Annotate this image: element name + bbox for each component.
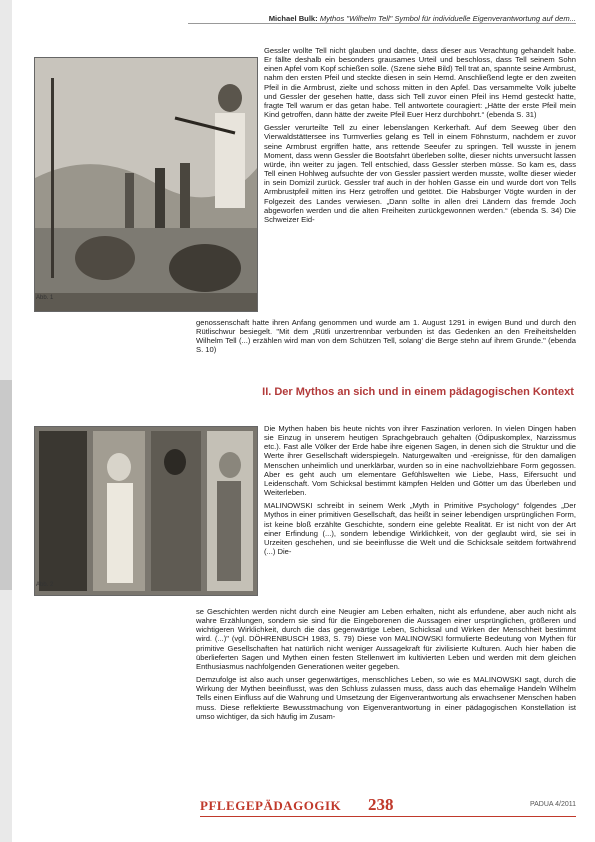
fig1-pole bbox=[51, 78, 54, 278]
lower-column-text bbox=[264, 424, 576, 556]
figure-1-illustration bbox=[34, 57, 258, 312]
header-author: Michael Bulk: bbox=[268, 14, 318, 23]
fig2-body bbox=[217, 481, 241, 581]
paragraph: MALINOWSKI schreibt in seinem Werk „Myth in Primitive Psychology“ folgendes „Der Mythos in einer primitiven Gesellschaft, das heißt in seiner lebendigen ursprünglichen Form, ist keine bloß erzählte Geschichte, sondern eine gelebte Realität. Er ist nicht von der Art einer Erfindung (...), sondern lebendige Wirklichkeit, von der geglaubt wird, sie sei in Urzeiten geschehen, und sie beeinflusse die Welt und die Schicksale seitdem fortwährend (...) Die- bbox=[264, 501, 576, 557]
upper-wide-text bbox=[196, 318, 576, 355]
paragraph: Gessler verurteilte Tell zu einer lebenslangen Kerkerhaft. Auf dem Seeweg über den Vierwaldstättersee ins Turmverlies gelang es Tell in einem Föhnsturm, nachdem er zuvor seine Armbrust ergriffen hatte, ans rettende Seeufer zu springen. Tell wusste in jenem Moment, dass wenn Gessler die Bootsfahrt überleben sollte, dieser nichts unversucht lassen würde, ihn weiter zu jagen. Tell entschied, dass Gessler sterben müsse. So kam es, dass Tell einen Hohlweg aufsuchte der von Gessler passiert werden musste, wollte dieser wieder in sein Domizil zurück. Gessler traf auch in der hohlen Gasse ein und wurde dort von Tells Armbrustpfeil mitten ins Herz getroffen und getötet. Die Habsburger Vögte wurden in der Folgezeit des Landes verwiesen. „Dann sollte in allen drei Ländern das fremde Joch abgeworfen werden und die alten Freiheiten zurückgewonnen werden.“ (ebenda S. 34) Die Schweizer Eid- bbox=[264, 123, 576, 224]
fig1-archer-body bbox=[215, 113, 245, 208]
figure-1-drawing bbox=[35, 58, 257, 311]
sidebar-bar bbox=[0, 380, 12, 590]
footer-rule bbox=[200, 816, 576, 817]
figure-2-illustration bbox=[34, 426, 258, 596]
header-title: Mythos "Wilhelm Tell" Symbol für individuelle Eigenverantwortung auf dem... bbox=[319, 14, 576, 23]
paragraph: Gessler wollte Tell nicht glauben und dachte, dass dieser aus Verachtung gehandelt habe. Er fällte deshalb ein besonders grausames Urteil und beschloss, dass Tell seinem Sohn einen Apfel vom Kopf schießen solle. (Szene siehe Bild) Tell trat an, spannte seine Armbrust, nahm den ersten Pfeil und steckte diesen in sein Hemd. Anschließend legte er den zweiten Pfeil in die Armbrust, zielte und schoss mitten in den Apfel. Das versammelte Volk jubelte und Gessler der gesehen hatte, dass sich Tell zuvor einen Pfeil ins Hemd gesteckt hatte, fragte Tell warum er das getan habe. Tell antwortete couragiert: „Hätte der erste Pfeil mein Kind getroffen, dann hätte der zweite Pfeil Euer Herz durchbohrt.“ (ebenda S. 31) bbox=[264, 46, 576, 120]
paragraph: genossenschaft hatte ihren Anfang genommen und wurde am 1. August 1291 in ewigen Bund und durch den Rütlischwur besiegelt. "Mit dem „Rütli unzertrennbar verbunden ist das Gedenken an den Freiheitshelden Wilhelm Tell (...) erzählen wird man von dem Schützen Tell, solang' die Berge stehn auf ihrem Grunde." (ebenda S. 10) bbox=[196, 318, 576, 355]
paragraph: Die Mythen haben bis heute nichts von ihrer Faszination verloren. In vielen Dingen haben sie Einzug in unserem heutigen Sprachgebrauch gehalten (Ödipuskomplex, Narzissmus etc.). Fast alle Völker der Erde habe ihre eigenen Sagen, in denen sich die Struktur und die Werte ihrer Gesellschaft widerspiegeln. Naturgewalten und -ereignisse, für den damaligen Menschen unheimlich und unerklärbar, wurden so in eine nachvollziehbare Form gegossen. Aber es geht auch um elementare Gefühlswelten wie Liebe, Hass, Eifersucht und Leidenschaft. Vom Schicksal bestimmt kämpfen Helden und Götter um das Überleben und Weiterleben. bbox=[264, 424, 576, 498]
running-header bbox=[188, 14, 576, 23]
upper-column-text bbox=[264, 46, 576, 224]
figure-2-drawing bbox=[35, 427, 257, 595]
page-number: 238 bbox=[368, 795, 394, 814]
page-footer bbox=[30, 795, 576, 822]
figure-2-caption: Abb. 2 bbox=[36, 582, 54, 588]
figure-1-caption: Abb. 1 bbox=[36, 295, 54, 301]
footer-journal: PADUA 4/2011 bbox=[529, 801, 576, 808]
lower-wide-text bbox=[196, 607, 576, 721]
paragraph: se Geschichten werden nicht durch eine Neugier am Leben erhalten, nicht als erfundene, aber auch nicht als wahre Erzählungen, sondern sie sind für die Eingeborenen die Aussagen einer ursprünglichen, größeren und wichtigeren Wirklichkeit, durch die das gegenwärtige Leben, Schicksal und Wirken der Menschheit bestimmt wird. (...)" (vgl. DÖHRENBUSCH 1983, S. 79) Diese von MALINOWSKI formulierte Bedeutung von Mythen für primitive Gesellschaften hat natürlich nicht weniger Aussagekraft für zivilisierte Kulturen. Auch hier haben die überlieferten Sagen und Mythen einen festen Stellenwert im kultivierten Leben und werden mit dem gleichen Enthusiasmus nachfolgenden Generationen weiter gegeben. bbox=[196, 607, 576, 671]
fig1-figure bbox=[155, 168, 165, 228]
fig1-archer-head bbox=[218, 84, 242, 112]
section-heading: II. Der Mythos an sich und in einem pädagogischen Kontext bbox=[262, 386, 574, 398]
fig2-panel bbox=[39, 431, 87, 591]
fig1-foreground bbox=[35, 293, 257, 311]
page-edge-sidebar bbox=[0, 0, 12, 842]
footer-brand: PFLEGEPÄDAGOGIK bbox=[200, 798, 342, 813]
fig1-figure bbox=[180, 163, 190, 228]
fig2-head bbox=[164, 449, 186, 475]
fig1-horse bbox=[75, 236, 135, 280]
fig1-horse bbox=[169, 244, 241, 292]
paragraph: Demzufolge ist also auch unser gegenwärtiges, menschliches Leben, so wie es MALINOWSKI sagt, durch die Wirkung der Mythen beeinflusst, was den Schluss zulassen muss, dass auch das ehemalige Handeln Wilhelm Tells einen Einfluss auf die Wahrung und Umsetzung der Eigenverantwortung als erwachsener Menschen haben muss. Diese reflektierte Bewusstmachung von Eigenverantwortung in einer pädagogischen Konstellation ist umso wichtiger, da sich häufig im Zusam- bbox=[196, 675, 576, 721]
fig2-head bbox=[219, 452, 241, 478]
fig2-head bbox=[107, 453, 131, 481]
header-rule bbox=[188, 23, 576, 24]
fig1-figure bbox=[125, 173, 134, 228]
fig2-body bbox=[107, 483, 133, 583]
